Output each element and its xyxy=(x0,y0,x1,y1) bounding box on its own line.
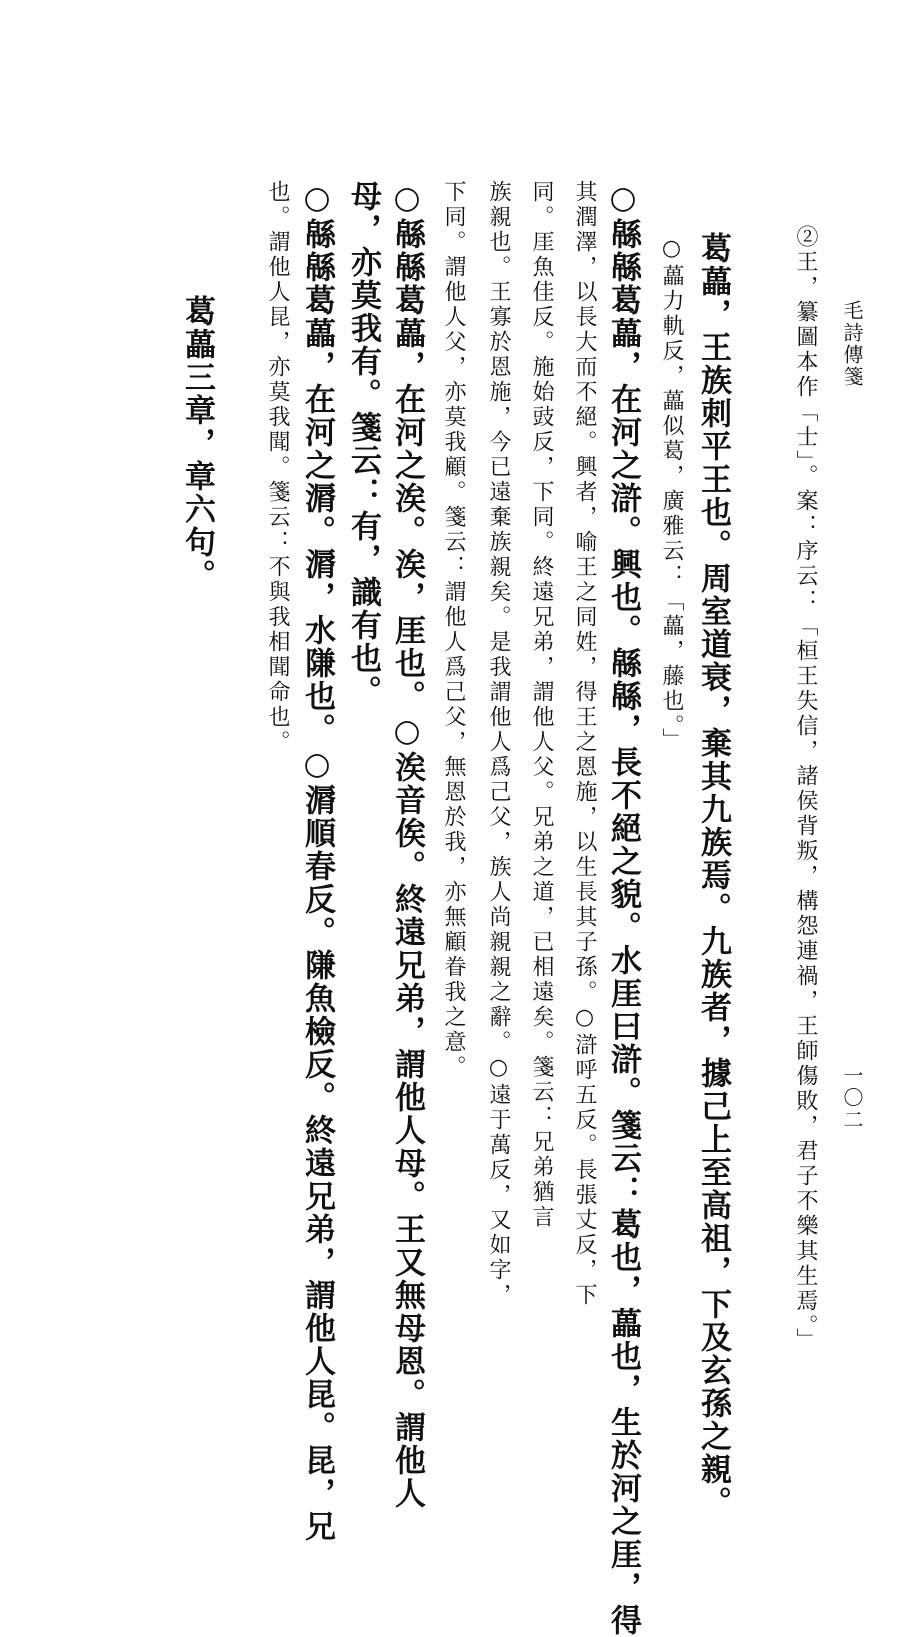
text-column-11: ○緜緜葛藟，在河之漘。漘，水隒也。○漘順春反。隒魚檢反。終遠兄弟，謂他人昆。昆，兄 xyxy=(299,180,335,1543)
footnote-column-1: ②王，纂圖本作「士」。案：序云：「桓王失信，諸侯背叛，構怨連禍，王師傷敗，君子不樂其生焉。」 xyxy=(793,225,818,1353)
text-column-12: 也。謂他人昆，亦莫我聞。箋云：不與我相聞命也。 xyxy=(265,180,290,755)
page-number: 一〇二 xyxy=(840,1065,864,1131)
text-column-10: 母，亦莫我有。箋云：有，識有也。 xyxy=(345,180,381,708)
text-column-6: 同。厓魚佳反。施始豉反，下同。終遠兄弟，謂他人父。兄弟之道，已相遠矣。箋云：兄弟猶言 xyxy=(529,180,554,1230)
text-column-2: 葛藟，王族刺平王也。周室道衰，棄其九族焉。九族者，據己上至高祖，下及玄孫之親。 xyxy=(695,232,731,1519)
text-column-5: 其潤澤，以長大而不絕。興者，喻王之同姓，得王之恩施，以生長其子孫。○滸呼五反。長張丈反，下 xyxy=(572,180,597,1308)
text-column-3: ○藟力軌反，藟似葛，廣雅云：「藟，藤也。」 xyxy=(659,236,684,753)
text-column-9: ○緜緜葛藟，在河之涘。涘，厓也。○涘音俟。終遠兄弟，謂他人母。王又無母恩。謂他人 xyxy=(389,180,425,1510)
chapter-summary: 葛藟三章，章六句。 xyxy=(179,295,215,592)
page-title: 毛詩傳箋 xyxy=(840,300,864,388)
text-column-7: 族親也。王寡於恩施，今已遠棄族親矣。是我謂他人爲己父，族人尚親親之辭。○遠于萬反，又如字， xyxy=(486,180,511,1308)
text-column-4: ○緜緜葛藟，在河之滸。興也。緜緜，長不絕之貌。水厓曰滸。箋云：葛也，藟也，生於河之厓，得 xyxy=(605,180,641,1637)
text-column-8: 下同。謂他人父，亦莫我顧。箋云：謂他人爲己父，無恩於我，亦無顧眷我之意。 xyxy=(441,180,466,1080)
